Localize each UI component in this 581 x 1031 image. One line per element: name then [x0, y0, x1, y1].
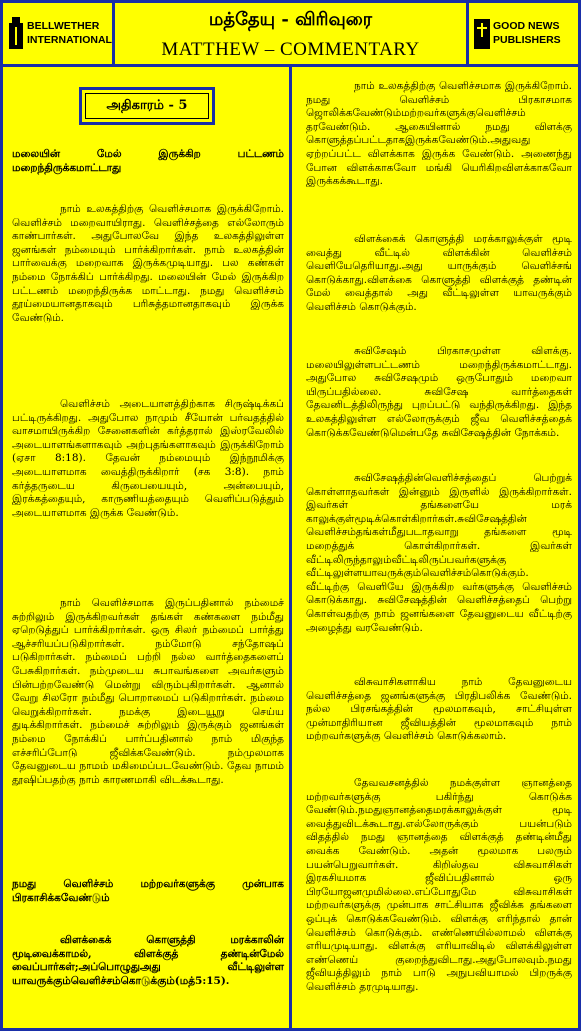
- left-paragraph-3: நாம் வெளிச்சமாக இருப்பதினால் நம்மைச் சுற்றிலும் இருக்கிறவர்கள் தங்கள் கண்களை நம்மீது ஏறெடுத்துப் பார்க்கிறார்கள். ஒரு சிலர் நம்மைப் பார்த்து ஆச்சரியப்படுகிறார்கள். நம்மோடு சந்தோஷப் படுகிறார்கள். நம்மைப் பற்றி நல்ல வார்த்தைகளைப் பேசுகிறார்கள். நம்முடைய சுபாவங்களை அவர்களும் பின்பற்றவேண்டு மென்று விரும்புகிறார்கள். ஆனால் வேறு சிலரோ நம்மீது பொறாமைப் படுகிறார்கள். நம்மை வெறுக்கிறார்கள். நமக்கு இடையூறு செய்ய துடிக்கிறார்கள். நம்மைச் சுற்றிலும் இருக்கும் ஜனங்கள் நம்மை நோக்கிப் பார்ப்பதினால் நாம் மிகுந்த எச்சரிப்போடு ஜீவிக்கவேண்டும். நம்முலமாக தேவனுடைய நாமம் மகிமைப்படவேண்டும். தேவ நாமம் தூஷிப்பதற்கு நாம் காரணமாகி விடக்கூடாது.: [12, 597, 284, 786]
- right-paragraph-6: தேவவசனத்தில் நமக்குள்ள ஞானத்தை மற்றவர்களுக்கு பகிர்ந்து கொடுக்க வேண்டும்.நமதுஞானத்தைமரக்காலுக்குள் மூடி வைத்துவிடக்கூடாது.எல்லோருக்கும் பயன்படும் விதத்தில் நமது ஞானத்தை விளக்குத் தண்டின்மீது வைக்க வேண்டும். அதன் மூலமாக பலரும் பயன்பெறுவார்கள். கிறிஸ்தவ விசுவாசிகள் இரகசியமாக ஜீவிப்பதினால் ஒரு பிரயோஜனமுமில்லை.எப்போதுமே விசுவாசிகள் மற்றவர்களுக்கு முன்பாக சாட்சியாக ஜீவிக்க தங்களை ஒப்புக் கொடுக்கவேண்டும். விளக்கு எரிந்தால் தான் வெளிச்சம் கொடுக்கும். எண்ணெயில்லாமல் விளக்கு எரியமுடியாது. விளக்கு எரியாவிடில் விளக்கிலுள்ள எண்ணெய் குறைந்துவிடாது.அதுபோலவும்.நமது ஜீவியத்திலும் நாம் பாடு அநுபவியாமல் பிறருக்கு வெளிச்சம் தரமுடியாது.: [306, 777, 572, 993]
- logo-left-line1: BELLWETHER: [27, 20, 100, 32]
- left-quote: விளக்கைக் கொளுத்தி மரக்காலின் மூடிவைக்காமல், விளக்குத் தண்டின்மேல் வைப்பார்கள்;அப்பொழுதுஅது வீட்டிலுள்ள யாவருக்கும்வெளிச்சம்கொடுக்கும்(மத்5:15).: [12, 934, 284, 987]
- right-paragraph-3: சுவிசேஷம் பிரகாசமுள்ள விளக்கு. மலையிலுள்ளபட்டணம் மறைந்திருக்கமாட்டாது. அதுபோல சுவிசேஷமும் ஒருபோதும் மறைவா யிருப்பதில்லை. சுவிசேஷ வார்த்தைகள் தேவனிடத்திலிருந்து புறப்பட்டு வந்திருக்கிறது. இந்த உலகத்திலுள்ள எல்லோருக்கும் ஜீவ வெளிச்சத்தைக் கொடுக்கவேண்டுமென்பதே சுவிசேஷத்தின் நோக்கம்.: [306, 345, 572, 439]
- left-heading-2: நமது வெளிச்சம் மற்றவர்களுக்கு முன்பாக பிரகாசிக்கவேண்டும்: [12, 878, 284, 904]
- header: [3, 3, 578, 67]
- left-heading-1: மலையின் மேல் இருக்கிற பட்டணம் மறைந்திருக்கமாட்டாது: [12, 148, 284, 174]
- column-divider: [289, 67, 292, 1028]
- title-tamil: மத்தேயு - விரிவுரை: [208, 9, 373, 30]
- good-news-logo: [466, 3, 578, 67]
- chapter-label: அதிகாரம் - 5: [85, 93, 209, 119]
- book-icon: [6, 15, 26, 55]
- chapter-box: [79, 87, 215, 125]
- logo-right-line2: PUBLISHERS: [493, 34, 561, 46]
- left-paragraph-1: நாம் உலகத்திற்கு வெளிச்சமாக இருக்கிறோம். வெளிச்சம் மறைவாயிராது. வெளிச்சத்தை எல்லோரும் காண்பார்கள். அதுபோலவே இந்த உலகத்திலுள்ள ஜனங்கள் நம்மையும் பார்க்கிறார்கள். நாம் உலகத்தின் பார்வைக்கு மறைவாக இருக்கமுடியாது. பல கண்கள் நம்மை நோக்கிப் பார்க்கிறது. மலையின் மேல் இருக்கிற பட்டணம் மறைந்திருக்க மாட்டாது. நமது வெளிச்சம் தூய்மையானதாகவும் பரிசுத்தமானதாகவும் இருக்க வேண்டும்.: [12, 203, 284, 324]
- right-paragraph-5: விசுவாசிகளாகிய நாம் தேவனுடைய வெளிச்சத்தை ஜனங்களுக்கு பிரதிபலிக்க வேண்டும். நல்ல பிரசங்கத்தின் மூலமாகவும், சாட்சியுள்ள முன்மாதிரியான ஜீவியத்தின் மூலமாகவும் நாம் மற்றவர்களுக்கு வெளிச்சம் கொடுக்கலாம்.: [306, 676, 572, 743]
- left-paragraph-2: வெளிச்சம் அடையாளத்திற்காக சிருஷ்டிக்கப் பட்டிருக்கிறது. அதுபோல நாமும் சீயோன் பர்வதத்தில் வாசமாயிருக்கிற சேனைகளின் கர்த்தரால் இஸ்ரவேலில் அடையாளங்களாகவும் அற்புதங்களாகவும் இருக்கிறோம் (ஏசா 8:18). தேவன் நம்மையும் இந்நூமிக்கு அடையாளமாக வைத்திருக்கிறார் (சக 3:8). நாம் கர்த்தருடைய கிருபையையும், அன்பையும், இரக்கத்தையும், காருணியத்தையும் வெளிப்படுத்தும் அடையாளமாக இருக்க வேண்டும்.: [12, 398, 284, 519]
- bellwether-logo: [3, 3, 115, 67]
- bible-icon: [472, 15, 492, 55]
- title-english: MATTHEW – COMMENTARY: [161, 39, 420, 60]
- right-paragraph-4: சுவிசேஷத்தின்வெளிச்சத்தைப் பெற்றுக் கொள்ளாதவர்கள் இன்னும் இருளில் இருக்கிறார்கள். இவர்கள் தங்களையே மரக் காலுக்குள்மூடிக்கொள்கிறார்கள்.சுவிசேஷத்தின் வெளிச்சம்தங்கள்மீதுபடாதவாறு தங்களை மூடி மறைத்துக் கொள்கிறார்கள். இவர்கள் வீட்டிலிருந்தாலும்வீட்டிலிருப்பவர்களுக்கு வீட்டிலுள்ளயாவருக்கும்வெளிச்சம்கொடுக்கும். வீட்டிற்கு வெளியே இருக்கிற வர்களுக்கு வெளிச்சம் கொடுக்காது. சுவிசேஷத்தின் வெளிச்சத்தைப் பெற்று கொள்வதற்கு நாம் ஜனங்களை தேவனுடைய வீட்டிற்கு அழைத்து வரவேண்டும்.: [306, 472, 572, 634]
- right-paragraph-2: விளக்கைக் கொளுத்தி மரக்காலுக்குள் மூடி வைத்து வீட்டில் விளக்கின் வெளிச்சம் வெளியேதெரியாது.அது யாருக்கும் வெளிச்சங் கொடுக்காது.விளக்கை கொளுத்தி விளக்குத் தண்டின் மேல் வைத்தால் அது வீட்டிலுள்ள யாவருக்கும் வெளிச்சம் கொடுக்கும்.: [306, 233, 572, 313]
- logo-left-line2: INTERNATIONAL: [27, 34, 112, 46]
- right-paragraph-1: நாம் உலகத்திற்கு வெளிச்சமாக இருக்கிறோம். நமது வெளிச்சம் பிரகாசமாக ஜொலிக்கவேண்டும்மற்றவர்களுக்குவெளிச்சம் தரவேண்டும். ஆகையினால் நமது விளக்கு கொளுத்தப்பட்டதாகஇருக்கவேண்டும்.அதுவது ஏற்றப்பட்ட விளக்காக இருக்க வேண்டும். அணைந்து போன விளக்காகவோ மங்கி யெரிகிறவிளக்காகவோ இருக்கக்கூடாது.: [306, 80, 572, 188]
- logo-right-line1: GOOD NEWS: [493, 20, 560, 32]
